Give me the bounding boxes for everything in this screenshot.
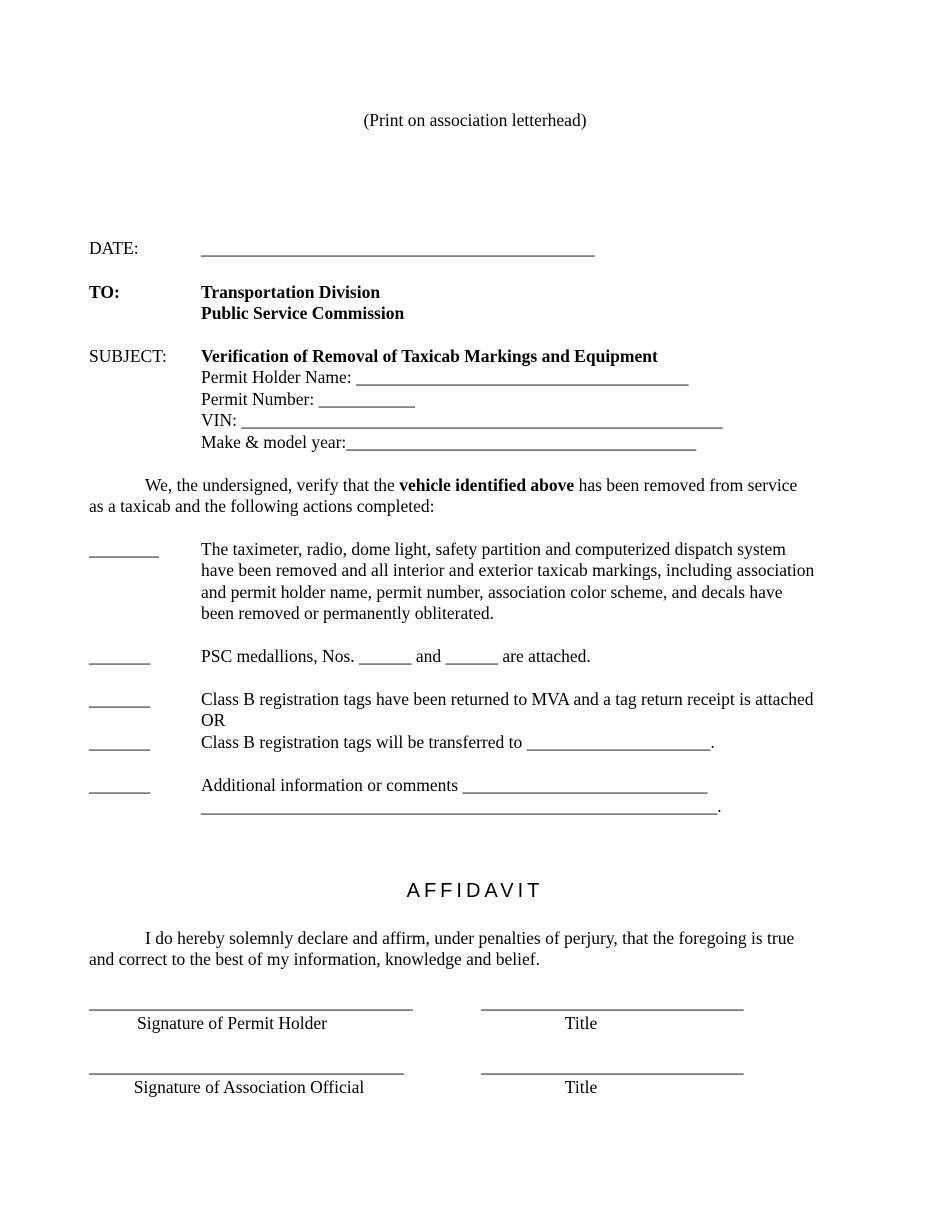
title-line-2: ______________________________ <box>481 1056 744 1076</box>
title-label-2: Title <box>564 1077 598 1097</box>
title-label-1: Title <box>564 1013 598 1033</box>
item-text-line: Class B registration tags will be transferred to _____________________. <box>201 732 715 752</box>
affidavit-line-1: I do hereby solemnly declare and affirm, under penalties of perjury, that the foregoing is true <box>145 928 795 948</box>
item-text-line: OR <box>201 710 226 730</box>
item-text-line: Class B registration tags have been returned to MVA and a tag return receipt is attached <box>201 689 814 709</box>
item-text-line: have been removed and all interior and exterior taxicab markings, including association <box>201 560 815 580</box>
item-text-line: The taximeter, radio, dome light, safety partition and computerized dispatch system <box>201 539 786 559</box>
intro-text-after: has been removed from service <box>574 475 798 495</box>
item-text-line: and permit holder name, permit number, association color scheme, and decals have <box>201 582 783 602</box>
date-label: DATE: <box>89 238 139 258</box>
item-blank: _______ <box>89 775 151 795</box>
signature-line-association-official: ____________________________________ <box>89 1056 404 1076</box>
intro-text-before: We, the undersigned, verify that the <box>145 475 400 495</box>
subject-label: SUBJECT: <box>89 346 167 366</box>
intro-line-1 <box>145 475 797 497</box>
intro-text-bold: vehicle identified above <box>399 475 575 495</box>
item-text-line: PSC medallions, Nos. ______ and ______ are attached. <box>201 646 591 666</box>
letterhead-note: (Print on association letterhead) <box>363 110 587 130</box>
item-blank: _______ <box>89 646 151 666</box>
to-line-2: Public Service Commission <box>201 303 405 323</box>
affidavit-heading: AFFIDAVIT <box>406 880 544 902</box>
permit-holder-name-field: Permit Holder Name: ______________________________________ <box>201 367 689 387</box>
item-blank: _______ <box>89 732 151 752</box>
to-label: TO: <box>89 282 120 302</box>
signature-line-permit-holder: _____________________________________ <box>89 992 413 1012</box>
title-line-1: ______________________________ <box>481 992 744 1012</box>
make-model-year-field: Make & model year:________________________________________ <box>201 432 697 452</box>
signature-label-permit-holder: Signature of Permit Holder <box>136 1013 328 1033</box>
permit-number-field: Permit Number: ___________ <box>201 389 415 409</box>
item-text-line: been removed or permanently obliterated. <box>201 603 495 623</box>
to-line-1: Transportation Division <box>201 282 381 302</box>
subject-title: Verification of Removal of Taxicab Markings and Equipment <box>201 346 658 366</box>
item-blank: _______ <box>89 689 151 709</box>
item-text-line: Additional information or comments ____________________________ <box>201 775 708 795</box>
item-blank: ________ <box>89 539 159 559</box>
vin-field: VIN: _______________________________________________________ <box>201 410 723 430</box>
intro-line-2: as a taxicab and the following actions completed: <box>89 496 435 516</box>
date-blank: _____________________________________________ <box>201 238 595 258</box>
signature-label-association-official: Signature of Association Official <box>133 1077 365 1097</box>
item-text-line: ___________________________________________________________. <box>201 796 722 816</box>
affidavit-line-2: and correct to the best of my information, knowledge and belief. <box>89 949 540 969</box>
